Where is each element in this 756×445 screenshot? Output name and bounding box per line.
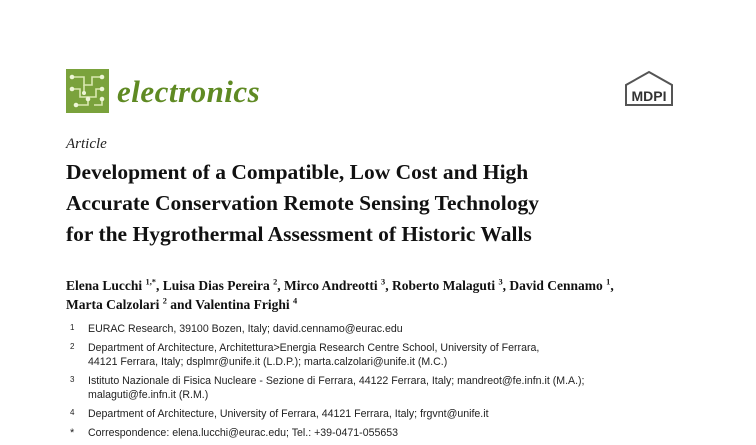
svg-text:MDPI: MDPI (631, 88, 667, 104)
publisher-logo-icon (623, 70, 675, 110)
affiliation-mark: 2 (70, 341, 75, 351)
journal-name: electronics (117, 74, 261, 109)
author-name: Marta Calzolari (66, 297, 160, 312)
author-line-2: Marta Calzolari $^2$ and Valentina Frighi $^4$ (66, 296, 298, 312)
affiliation-item (66, 374, 706, 403)
affiliation-item (66, 341, 706, 370)
author-line-1: Elena Lucchi $^{1,*}$, Luisa Dias Pereira $^2$, Mirco Andreotti $^3$, Roberto Malaguti $^3$, David Cennamo $^1$, (66, 277, 614, 293)
author-affiliation-mark: 3 (498, 277, 503, 287)
article-type: Article (66, 136, 107, 152)
author-name: Mirco Andreotti (284, 278, 378, 293)
affiliation-item (66, 322, 706, 337)
affiliation-mark: * (70, 426, 75, 439)
author-list (66, 276, 706, 314)
author-affiliation-mark: 2 (162, 296, 167, 306)
affiliation-text: Department of Architecture, University of Ferrara, 44121 Ferrara, Italy; frgvnt@unife.it (88, 407, 489, 420)
affiliation-item (66, 426, 706, 441)
affiliation-text: Department of Architecture, Architettura>Energia Research Centre School, University of Ferrara, (88, 341, 540, 354)
author-name: Luisa Dias Pereira (162, 278, 270, 293)
affiliation-mark: 3 (70, 374, 75, 384)
author-name: Elena Lucchi (66, 278, 143, 293)
affiliation-text: Correspondence: elena.lucchi@eurac.edu; Tel.: +39-0471-055653 (88, 426, 399, 439)
title-line: for the Hygrothermal Assessment of Historic Walls (66, 222, 532, 246)
journal-logo-icon (66, 69, 109, 113)
author-name: Roberto Malaguti (391, 278, 496, 293)
author-affiliation-mark: 1,* (145, 277, 156, 287)
affiliation-mark: 4 (70, 407, 75, 417)
author-affiliation-mark: 2 (273, 277, 278, 287)
title-line: Development of a Compatible, Low Cost and High (66, 160, 529, 184)
affiliation-text: EURAC Research, 39100 Bozen, Italy; david.cennamo@eurac.edu (88, 323, 403, 335)
affiliations (66, 322, 706, 444)
affiliation-item (66, 407, 706, 422)
author-affiliation-mark: 3 (381, 277, 386, 287)
author-affiliation-mark: 1 (606, 277, 611, 287)
paper-title (66, 157, 706, 250)
author-affiliation-mark: 4 (292, 296, 298, 306)
affiliation-mark: 1 (70, 323, 75, 332)
affiliation-text: malaguti@fe.infn.it (R.M.) (88, 389, 209, 402)
author-name: Valentina Frighi (195, 297, 290, 312)
affiliation-text: 44121 Ferrara, Italy; dsplmr@unife.it (L.D.P.); marta.calzolari@unife.it (M.C.) (88, 356, 448, 369)
title-line: Accurate Conservation Remote Sensing Technology (66, 191, 539, 215)
author-name: David Cennamo (509, 278, 603, 293)
affiliation-text: Istituto Nazionale di Fisica Nucleare - Sezione di Ferrara, 44122 Ferrara, Italy; mandreot@fe.infn.it (M.A.); (88, 374, 585, 387)
